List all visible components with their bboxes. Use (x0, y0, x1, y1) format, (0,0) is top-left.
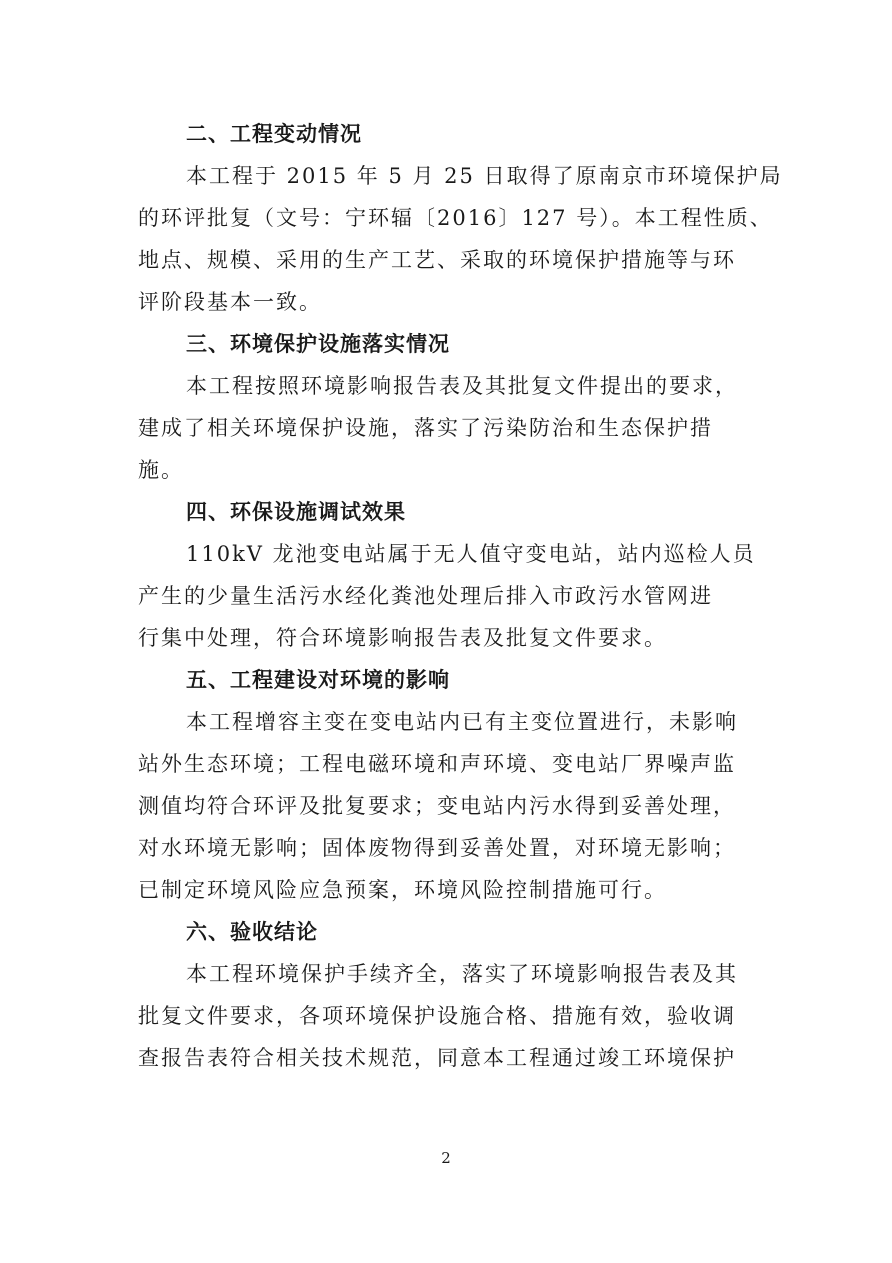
paragraph-line: 评阶段基本一致。 (138, 290, 322, 314)
paragraph-line: 本工程于 2015 年 5 月 25 日取得了原南京市环境保护局 (186, 164, 783, 188)
section-heading: 六、验收结论 (186, 920, 318, 944)
paragraph-line: 地点、规模、采用的生产工艺、采取的环境保护措施等与环 (138, 248, 736, 272)
paragraph-line: 产生的少量生活污水经化粪池处理后排入市政污水管网进 (138, 584, 713, 608)
paragraph-line: 站外生态环境；工程电磁环境和声环境、变电站厂界噪声监 (138, 752, 736, 776)
paragraph-line: 本工程环境保护手续齐全，落实了环境影响报告表及其 (186, 962, 738, 986)
paragraph-line: 本工程按照环境影响报告表及其批复文件提出的要求， (186, 374, 738, 398)
paragraph-line: 行集中处理，符合环境影响报告表及批复文件要求。 (138, 626, 667, 650)
paragraph-line: 测值均符合环评及批复要求；变电站内污水得到妥善处理， (138, 794, 736, 818)
section-heading: 三、环境保护设施落实情况 (186, 332, 450, 356)
document-body (138, 116, 783, 1082)
paragraph-line: 建成了相关环境保护设施，落实了污染防治和生态保护措 (138, 416, 713, 440)
section-heading: 二、工程变动情况 (186, 122, 362, 146)
paragraph-line: 110kV 龙池变电站属于无人值守变电站，站内巡检人员 (186, 542, 756, 566)
paragraph-line: 本工程增容主变在变电站内已有主变位置进行，未影响 (186, 710, 738, 734)
paragraph-line: 施。 (138, 458, 184, 482)
paragraph-line: 的环评批复（文号：宁环辐〔2016〕127 号）。本工程性质、 (138, 206, 773, 230)
paragraph-line: 批复文件要求，各项环境保护设施合格、措施有效，验收调 (138, 1004, 736, 1028)
paragraph-line: 已制定环境风险应急预案，环境风险控制措施可行。 (138, 878, 667, 902)
page-number: 2 (441, 1149, 451, 1167)
paragraph-line: 查报告表符合相关技术规范，同意本工程通过竣工环境保护 (138, 1046, 736, 1070)
section-heading: 四、环保设施调试效果 (186, 500, 406, 524)
section-heading: 五、工程建设对环境的影响 (186, 668, 450, 692)
paragraph-line: 对水环境无影响；固体废物得到妥善处置，对环境无影响； (138, 836, 736, 860)
